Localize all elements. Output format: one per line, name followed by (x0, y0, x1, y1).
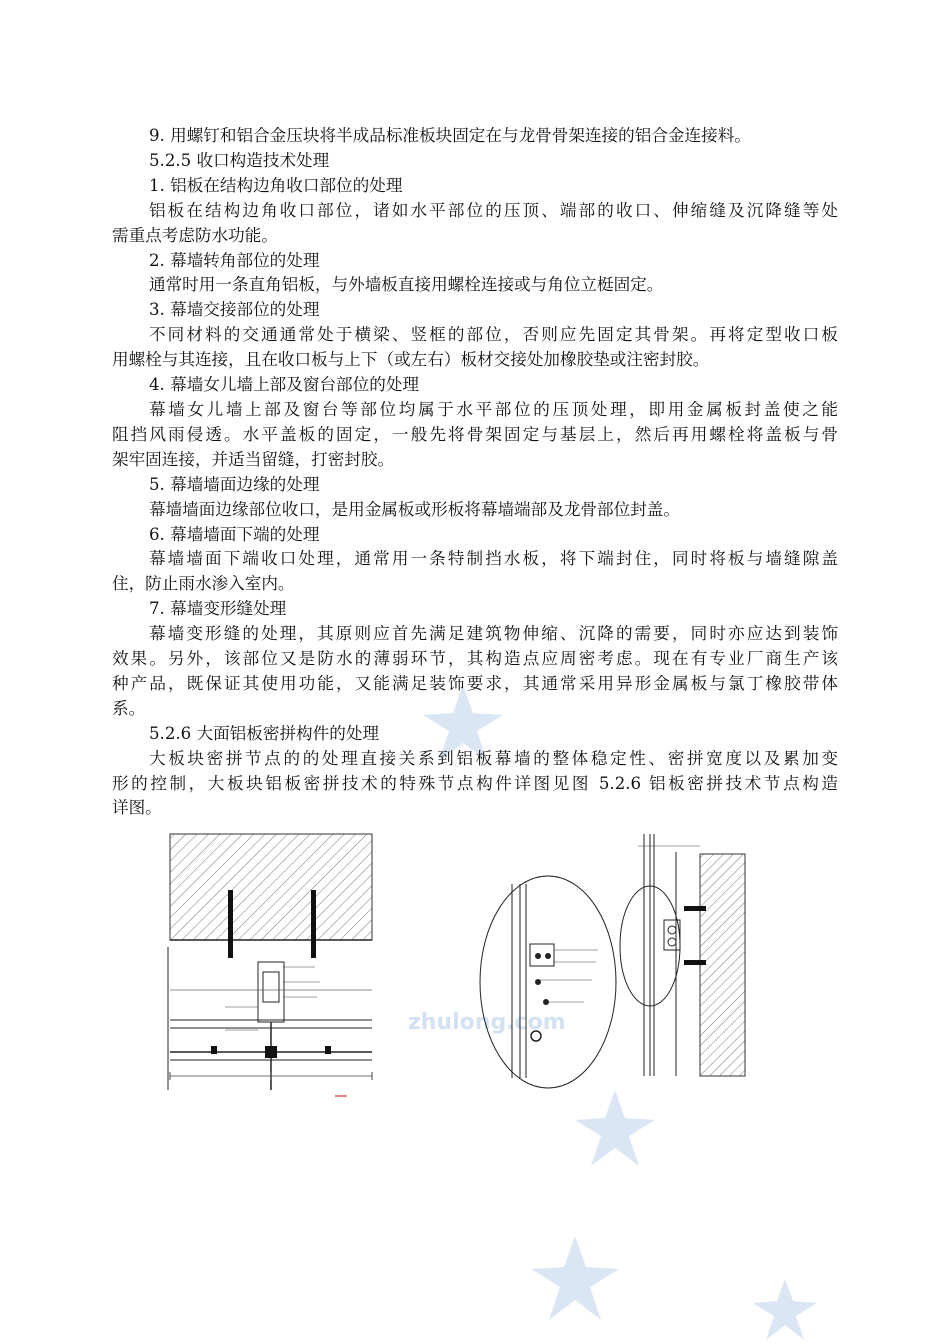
text-line: 用螺栓与其连接，且在收口板与上下（或左右）板材交接处加橡胶垫或注密封胶。 (112, 350, 710, 370)
text-line: 3. 幕墙交接部位的处理 (149, 300, 320, 320)
text-line: 幕墙墙面边缘部位收口，是用金属板或形板将幕墙端部及龙骨部位封盖。 (149, 499, 680, 519)
text-line: 4. 幕墙女儿墙上部及窗台部位的处理 (149, 375, 420, 395)
text-line: 架牢固连接，并适当留缝，打密封胶。 (112, 449, 395, 469)
figure-left-section-detail (165, 832, 380, 1100)
watermark-logo-icon (745, 1275, 825, 1344)
text-line: 7. 幕墙变形缝处理 (149, 599, 287, 619)
text-line: 阻挡风雨侵透。水平盖板的固定，一般先将骨架固定与基层上，然后再用螺栓将盖板与骨 (112, 424, 838, 444)
text-line: 1. 铝板在结构边角收口部位的处理 (149, 175, 403, 195)
text-line: 幕墙变形缝的处理，其原则应首先满足建筑物伸缩、沉降的需要，同时亦应达到装饰 (149, 624, 838, 644)
text-line: 9. 用螺钉和铝合金压块将半成品标准板块固定在与龙骨骨架连接的铝合金连接料。 (149, 126, 751, 145)
watermark-logo-icon (520, 1230, 630, 1330)
watermark-text: zhulong.com (408, 1010, 566, 1035)
text-line: 6. 幕墙墙面下端的处理 (149, 524, 320, 544)
text-line: 5. 幕墙墙面边缘的处理 (149, 474, 320, 494)
text-line: 效果。另外，该部位又是防水的薄弱环节，其构造点应周密考虑。现在有专业厂商生产该 (112, 649, 838, 669)
figure-right-node-detail (478, 832, 750, 1090)
text-line: 5.2.5 收口构造技术处理 (149, 150, 330, 170)
watermark-logo-icon (560, 1085, 670, 1175)
text-line: 幕墙女儿墙上部及窗台等部位均属于水平部位的压顶处理，即用金属板封盖使之能 (149, 399, 838, 419)
body-text (112, 124, 838, 821)
text-line: 住，防止雨水渗入室内。 (112, 574, 295, 594)
text-line: 5.2.6 大面铝板密拼构件的处理 (149, 723, 380, 743)
text-line: 大板块密拼节点的的处理直接关系到铝板幕墙的整体稳定性、密拼宽度以及累加变 (149, 748, 838, 768)
text-line: 通常时用一条直角铝板，与外墙板直接用螺栓连接或与角位立梃固定。 (149, 275, 664, 295)
text-line: 2. 幕墙转角部位的处理 (149, 250, 320, 270)
text-line: 铝板在结构边角收口部位，诸如水平部位的压顶、端部的收口、伸缩缝及沉降缝等处 (149, 200, 838, 220)
text-line: 详图。 (112, 798, 162, 818)
text-line: 系。 (112, 698, 146, 718)
text-line: 不同材料的交通通常处于横梁、竖框的部位，否则应先固定其骨架。再将定型收口板 (149, 325, 838, 345)
text-line: 种产品，既保证其使用功能，又能满足装饰要求，其通常采用异形金属板与氯丁橡胶带体 (112, 673, 838, 693)
text-line: 需重点考虑防水功能。 (112, 225, 278, 245)
text-line: 形的控制，大板块铝板密拼技术的特殊节点构件详图见图 5.2.6 铝板密拼技术节点构造 (112, 773, 838, 793)
text-line: 幕墙墙面下端收口处理，通常用一条特制挡水板，将下端封住，同时将板与墙缝隙盖 (149, 549, 838, 569)
